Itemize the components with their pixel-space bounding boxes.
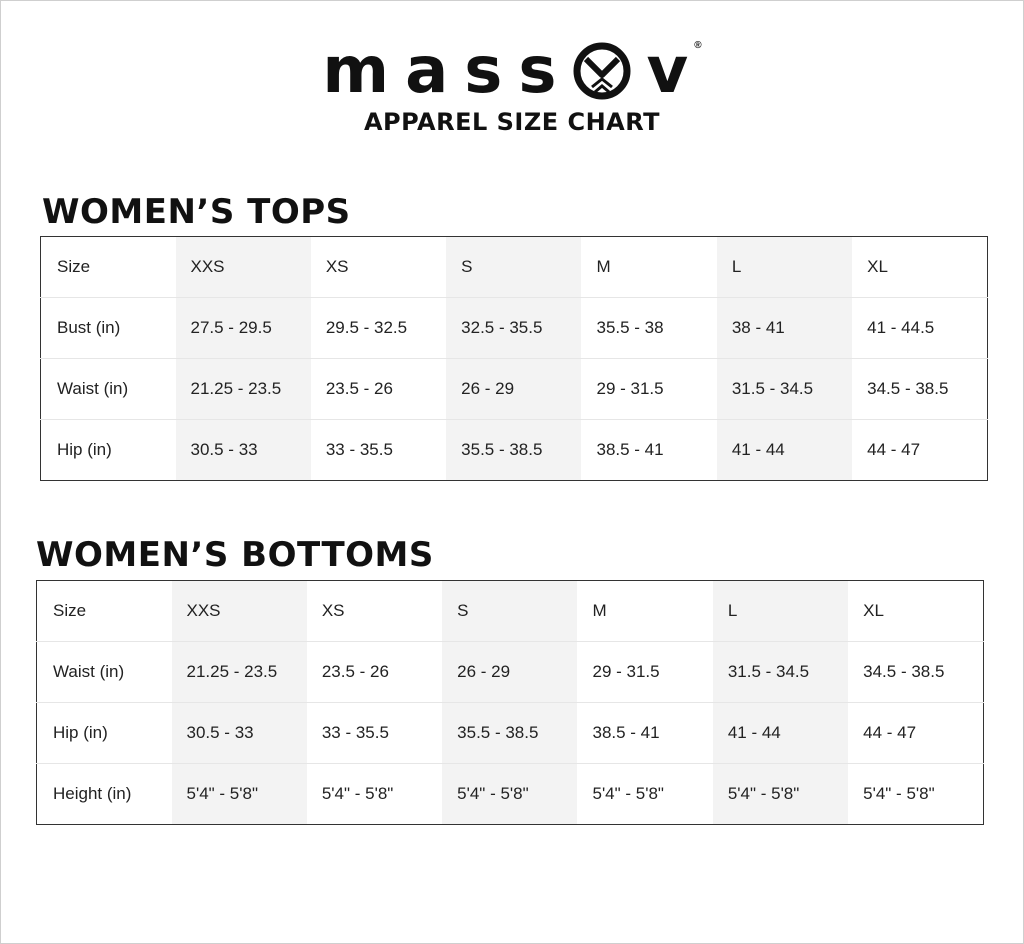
bottoms-cell: 5'4" - 5'8" <box>442 764 577 825</box>
bottoms-size-table <box>36 580 984 825</box>
tops-row-header: Bust (in) <box>41 298 176 359</box>
bottoms-cell: L <box>713 581 848 642</box>
tops-cell: 27.5 - 29.5 <box>176 298 311 359</box>
tops-cell: S <box>446 237 581 298</box>
bottoms-cell: 5'4" - 5'8" <box>863 784 935 803</box>
tops-cell: 41 - 44 <box>717 420 852 481</box>
tops-cell: 30.5 - 33 <box>176 420 311 481</box>
bottoms-row <box>37 581 984 642</box>
tops-cell: 44 - 47 <box>867 440 921 459</box>
tops-cell: 29 - 31.5 <box>581 359 716 420</box>
bottoms-section-title: WOMEN’S BOTTOMS <box>36 535 434 575</box>
bottoms-cell: 33 - 35.5 <box>307 703 442 764</box>
tops-cell: L <box>717 237 852 298</box>
tops-row <box>41 237 988 298</box>
logo-letter-s1: s <box>464 34 505 108</box>
tops-cell: 38 - 41 <box>717 298 852 359</box>
bottoms-cell: 26 - 29 <box>442 642 577 703</box>
tops-row <box>41 298 988 359</box>
bottoms-cell: 35.5 - 38.5 <box>442 703 577 764</box>
bottoms-cell: 44 - 47 <box>848 703 983 764</box>
bottoms-cell: 5'4" - 5'8" <box>172 764 307 825</box>
bottoms-cell: 29 - 31.5 <box>577 642 712 703</box>
tops-cell: 21.25 - 23.5 <box>176 359 311 420</box>
bottoms-cell: 21.25 - 23.5 <box>172 642 307 703</box>
bottoms-cell: 41 - 44 <box>713 703 848 764</box>
tops-cell: 35.5 - 38 <box>581 298 716 359</box>
registered-mark: ® <box>694 40 702 51</box>
logo-emblem-icon <box>572 41 632 101</box>
tops-cell: 31.5 - 34.5 <box>717 359 852 420</box>
logo-letter-a: a <box>405 34 451 108</box>
bottoms-cell: M <box>577 581 712 642</box>
tops-cell: 35.5 - 38.5 <box>446 420 581 481</box>
bottoms-row-header: Waist (in) <box>37 642 172 703</box>
tops-cell: XL <box>852 237 987 298</box>
tops-cell: XXS <box>176 237 311 298</box>
bottoms-row <box>37 703 984 764</box>
brand-header <box>0 34 1024 136</box>
bottoms-cell: 23.5 - 26 <box>307 642 442 703</box>
tops-cell: M <box>581 237 716 298</box>
bottoms-cell: S <box>442 581 577 642</box>
tops-row <box>41 359 988 420</box>
tops-row-header: Hip (in) <box>57 440 112 459</box>
chart-subtitle: APPAREL SIZE CHART <box>363 108 661 136</box>
bottoms-row-header: Hip (in) <box>37 703 172 764</box>
tops-section-title: WOMEN’S TOPS <box>42 192 351 232</box>
tops-cell: 29.5 - 32.5 <box>311 298 446 359</box>
bottoms-row-header: Height (in) <box>53 784 132 803</box>
tops-cell: 38.5 - 41 <box>596 440 664 459</box>
bottoms-cell: 30.5 - 33 <box>172 703 307 764</box>
bottoms-row <box>37 764 984 825</box>
bottoms-cell: 5'4" - 5'8" <box>592 784 664 803</box>
tops-row-header: Size <box>41 237 176 298</box>
bottoms-cell: 5'4" - 5'8" <box>713 764 848 825</box>
logo-letter-v: v <box>646 34 691 108</box>
logo-letter-m: m <box>322 34 392 108</box>
logo-letter-s2: s <box>518 34 559 108</box>
bottoms-cell: 34.5 - 38.5 <box>848 642 983 703</box>
tops-row <box>41 420 988 481</box>
massov-logo <box>322 34 702 108</box>
bottoms-row-header: Size <box>37 581 172 642</box>
tops-size-table <box>40 236 988 481</box>
tops-cell: 26 - 29 <box>446 359 581 420</box>
tops-cell: 33 - 35.5 <box>325 440 393 459</box>
tops-cell: 41 - 44.5 <box>852 298 987 359</box>
bottoms-cell: XXS <box>172 581 307 642</box>
bottoms-cell: 38.5 - 41 <box>577 703 712 764</box>
tops-cell: 34.5 - 38.5 <box>852 359 987 420</box>
bottoms-cell: 5'4" - 5'8" <box>321 784 394 803</box>
bottoms-cell: XS <box>307 581 442 642</box>
tops-cell: 32.5 - 35.5 <box>446 298 581 359</box>
tops-row-header: Waist (in) <box>41 359 176 420</box>
tops-cell: XS <box>311 237 446 298</box>
bottoms-cell: 31.5 - 34.5 <box>713 642 848 703</box>
tops-cell: 23.5 - 26 <box>311 359 446 420</box>
bottoms-row <box>37 642 984 703</box>
bottoms-cell: XL <box>848 581 983 642</box>
